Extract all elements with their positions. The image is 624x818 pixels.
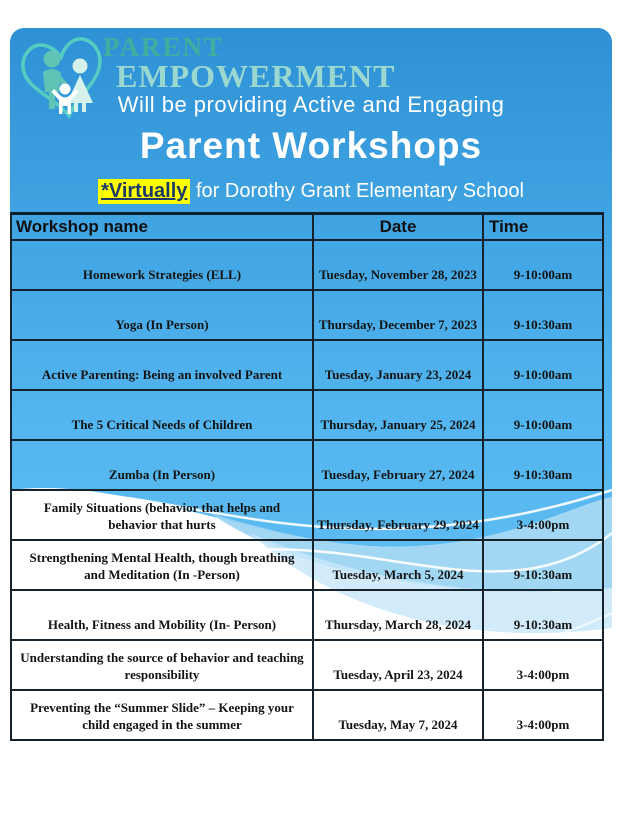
table-row xyxy=(11,240,603,290)
workshops-table xyxy=(10,212,604,741)
workshop-date-cell: Thursday, January 25, 2024 xyxy=(313,390,483,440)
workshop-date-cell: Tuesday, March 5, 2024 xyxy=(313,540,483,590)
flyer-card xyxy=(10,28,612,766)
workshop-name-cell: Strengthening Mental Health, though breathing and Meditation (In -Person) xyxy=(11,540,313,590)
flyer-tagline xyxy=(10,180,612,203)
workshop-name-cell: The 5 Critical Needs of Children xyxy=(11,390,313,440)
column-header-time: Time xyxy=(483,214,603,240)
column-header-workshop-name: Workshop name xyxy=(11,214,313,240)
workshop-time-cell: 3-4:00pm xyxy=(483,640,603,690)
brand-name-line2: EMPOWERMENT xyxy=(116,58,396,94)
table-row xyxy=(11,590,603,640)
table-row xyxy=(11,290,603,340)
brand-name-line1: PARENT xyxy=(103,32,225,62)
workshop-date-cell: Thursday, March 28, 2024 xyxy=(313,590,483,640)
workshop-name-cell: Understanding the source of behavior and teaching responsibility xyxy=(11,640,313,690)
workshop-time-cell: 9-10:00am xyxy=(483,390,603,440)
workshop-date-cell: Tuesday, April 23, 2024 xyxy=(313,640,483,690)
table-row xyxy=(11,390,603,440)
workshop-name-cell: Zumba (In Person) xyxy=(11,440,313,490)
workshop-time-cell: 3-4:00pm xyxy=(483,490,603,540)
workshop-date-cell: Tuesday, May 7, 2024 xyxy=(313,690,483,740)
workshop-date-cell: Tuesday, January 23, 2024 xyxy=(313,340,483,390)
table-row xyxy=(11,340,603,390)
column-header-date: Date xyxy=(313,214,483,240)
table-row xyxy=(11,690,603,740)
workshop-name-cell: Homework Strategies (ELL) xyxy=(11,240,313,290)
workshop-name-cell: Preventing the “Summer Slide” – Keeping your child engaged in the summer xyxy=(11,690,313,740)
flyer-subtitle: Will be providing Active and Engaging xyxy=(117,92,505,117)
workshop-name-cell: Yoga (In Person) xyxy=(11,290,313,340)
workshop-time-cell: 9-10:00am xyxy=(483,340,603,390)
table-row xyxy=(11,440,603,490)
workshop-time-cell: 9-10:30am xyxy=(483,590,603,640)
workshop-name-cell: Family Situations (behavior that helps and behavior that hurts xyxy=(11,490,313,540)
table-row xyxy=(11,640,603,690)
workshop-time-cell: 9-10:30am xyxy=(483,540,603,590)
workshop-date-cell: Thursday, February 29, 2024 xyxy=(313,490,483,540)
workshop-name-cell: Active Parenting: Being an involved Parent xyxy=(11,340,313,390)
workshop-time-cell: 9-10:00am xyxy=(483,240,603,290)
table-row xyxy=(11,540,603,590)
tagline-suffix: for Dorothy Grant Elementary School xyxy=(190,180,524,202)
flyer-title: Parent Workshops xyxy=(139,125,483,166)
workshop-date-cell: Tuesday, November 28, 2023 xyxy=(313,240,483,290)
workshop-name-cell: Health, Fitness and Mobility (In- Person) xyxy=(11,590,313,640)
workshop-time-cell: 9-10:30am xyxy=(483,290,603,340)
workshop-date-cell: Thursday, December 7, 2023 xyxy=(313,290,483,340)
table-header-row xyxy=(11,214,603,240)
workshop-time-cell: 9-10:30am xyxy=(483,440,603,490)
virtually-highlight: *Virtually xyxy=(98,179,190,204)
table-row xyxy=(11,490,603,540)
workshop-date-cell: Tuesday, February 27, 2024 xyxy=(313,440,483,490)
workshop-time-cell: 3-4:00pm xyxy=(483,690,603,740)
